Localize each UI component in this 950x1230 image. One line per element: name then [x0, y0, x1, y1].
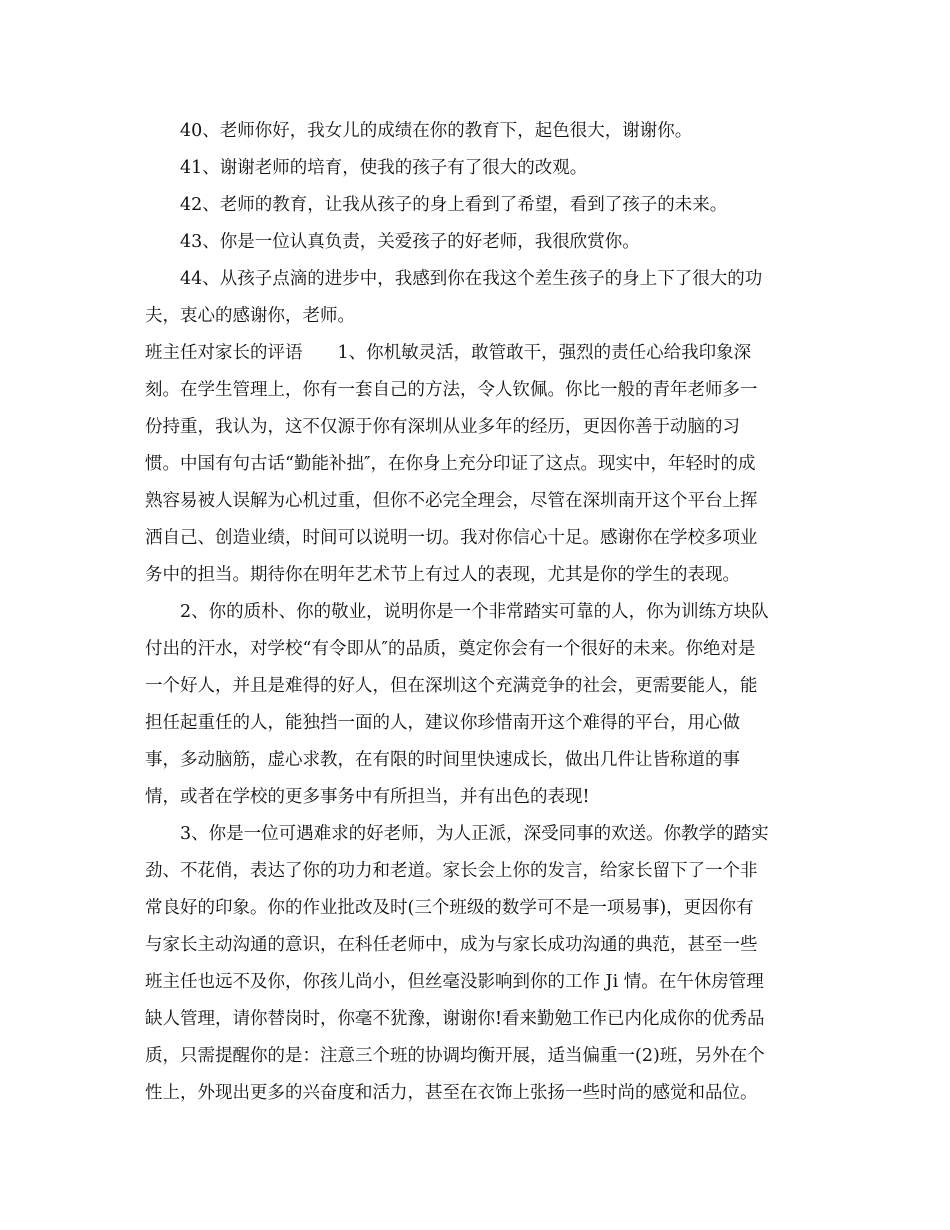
text-line: 性上，外现出更多的兴奋度和活力，甚至在衣饰上张扬一些时尚的感觉和品位。: [145, 1083, 758, 1103]
text-line: 刻。在学生管理上，你有一套自己的方法，令人钦佩。你比一般的青年老师多一: [145, 380, 758, 400]
text-line: 常良好的印象。你的作业批改及时(三个班级的数学可不是一项易事)，更因你有: [145, 898, 754, 918]
text-line: 质，只需提醒你的是：注意三个班的协调均衡开展，适当偏重一(2)班，另外在个: [145, 1046, 765, 1066]
text-line: 班主任也远不及你，你孩儿尚小，但丝毫没影响到你的工作 Ji 情。在午休房管理: [145, 972, 764, 992]
text-line: 42、老师的教育，让我从孩子的身上看到了希望，看到了孩子的未来。: [180, 195, 728, 215]
text-line: 44、从孩子点滴的进步中，我感到你在我这个差生孩子的身上下了很大的功: [180, 269, 763, 289]
text-line: 劲、不花俏，表达了你的功力和老道。家长会上你的发言，给家长留下了一个非: [145, 861, 758, 881]
text-line: 与家长主动沟通的意识，在科任老师中，成为与家长成功沟通的典范，甚至一些: [145, 935, 758, 955]
text-line: 41、谢谢老师的培育，使我的孩子有了很大的改观。: [180, 158, 588, 178]
text-line: 班主任对家长的评语 1、你机敏灵活，敢管敢干，强烈的责任心给我印象深: [145, 343, 752, 363]
text-line: 事，多动脑筋，虚心求教，在有限的时间里快速成长，做出几件让皆称道的事: [145, 750, 740, 770]
text-line: 43、你是一位认真负责，关爱孩子的好老师，我很欣赏你。: [180, 232, 640, 252]
text-line: 缺人管理，请你替岗时，你毫不犹豫，谢谢你!看来勤勉工作已内化成你的优秀品: [145, 1009, 765, 1029]
text-line: 一个好人，并且是难得的好人，但在深圳这个充满竞争的社会，更需要能人，能: [145, 676, 758, 696]
text-line: 惯。中国有句古话“勤能补拙″，在你身上充分印证了这点。现实中，年轻时的成: [145, 454, 756, 474]
text-line: 情，或者在学校的更多事务中有所担当，并有出色的表现!: [145, 787, 590, 807]
text-line: 2、你的质朴、你的敬业，说明你是一个非常踏实可靠的人，你为训练方块队: [180, 602, 769, 622]
text-line: 份持重，我认为，这不仅源于你有深圳从业多年的经历，更因你善于动脑的习: [145, 417, 740, 437]
text-line: 熟容易被人误解为心机过重，但你不必完全理会，尽管在深圳南开这个平台上挥: [145, 491, 758, 511]
text-line: 3、你是一位可遇难求的好老师，为人正派，深受同事的欢送。你教学的踏实: [180, 824, 769, 844]
text-line: 付出的汗水，对学校“有令即从″的品质，奠定你会有一个很好的未来。你绝对是: [145, 639, 756, 659]
text-line: 务中的担当。期待你在明年艺术节上有过人的表现，尤其是你的学生的表现。: [145, 565, 740, 585]
text-line: 洒自己、创造业绩，时间可以说明一切。我对你信心十足。感谢你在学校多项业: [145, 528, 758, 548]
text-line: 夫，衷心的感谢你，老师。: [145, 306, 355, 326]
text-line: 担任起重任的人，能独挡一面的人，建议你珍惜南开这个难得的平台，用心做: [145, 713, 740, 733]
text-line: 40、老师你好，我女儿的成绩在你的教育下，起色很大，谢谢你。: [180, 121, 693, 141]
